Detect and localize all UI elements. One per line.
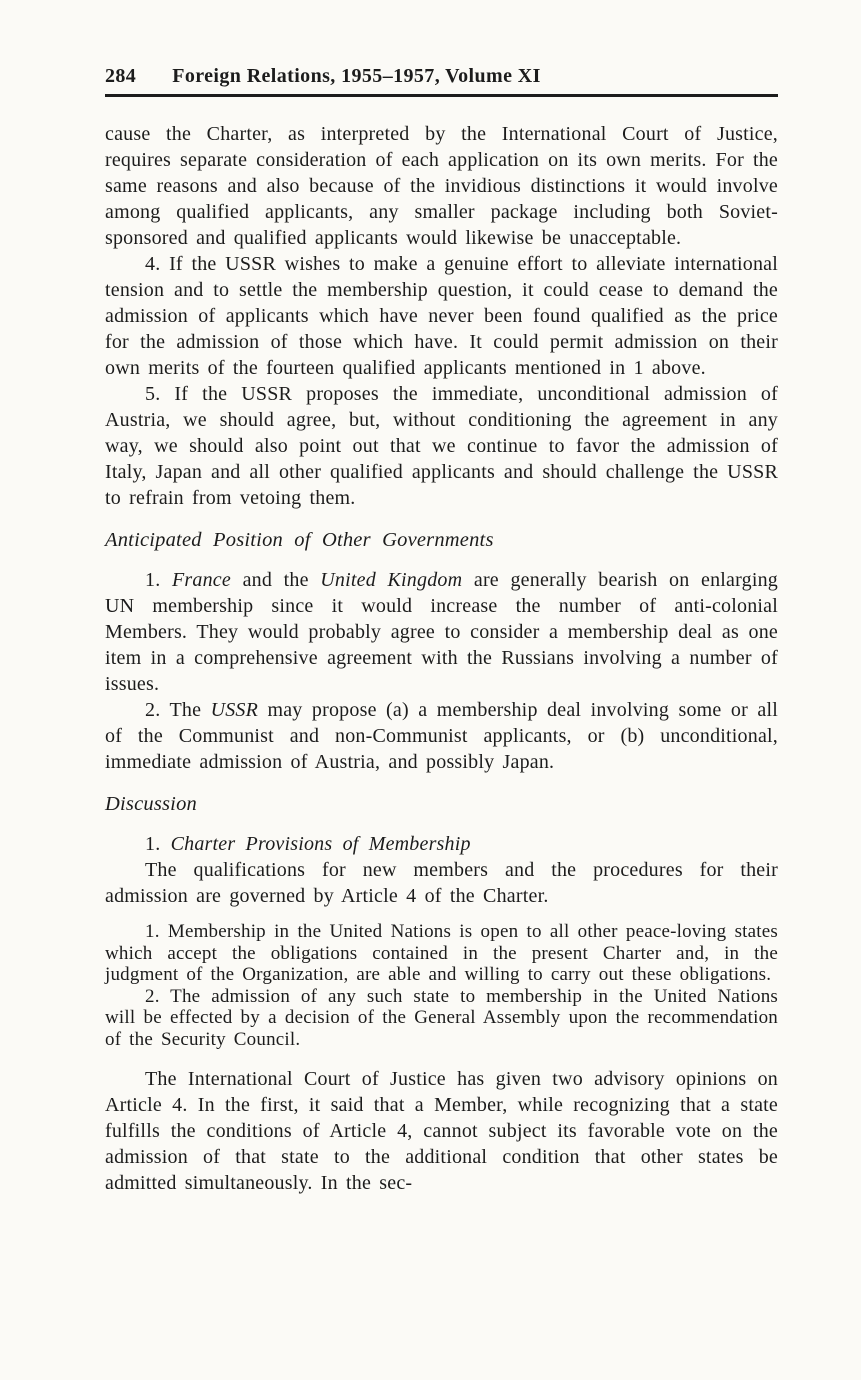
text-segment: may propose (a) a membership deal involving some or all of the Communist and non-Communist applicants, or (b) unconditional, immediate admission of Austria, and possibly Japan. xyxy=(105,699,778,773)
text-segment: cause the Charter, as interpreted by the International Court of Justice, requires separate consideration of each application on its own merits. For the same reasons and also because of the invidious distinctions it would involve among qualified applicants, any smaller package including both Soviet-sponsored and qualified applicants would likewise be unacceptable. xyxy=(105,123,778,249)
subsection-heading xyxy=(105,831,778,857)
italic-text-segment: Anticipated Position of Other Governments xyxy=(105,529,494,551)
paragraph xyxy=(105,697,778,775)
text-segment: 4. If the USSR wishes to make a genuine effort to alleviate international tension and to settle the membership question, it could cease to demand the admission of applicants which have never been found qualified as the price for the admission of those which have. It could permit admission on their own merits of the fourteen qualified applicants mentioned in 1 above. xyxy=(105,253,778,379)
text-segment: The qualifications for new members and the procedures for their admission are governed by Article 4 of the Charter. xyxy=(105,859,778,907)
italic-text-segment: France xyxy=(172,569,231,591)
section-heading xyxy=(105,527,778,553)
text-segment: 1. Membership in the United Nations is open to all other peace-loving states which accept the obligations contained in the present Charter and, in the judgment of the Organization, are able and willing to carry out these obligations. xyxy=(105,921,778,985)
text-segment: 1. xyxy=(145,833,171,855)
paragraph xyxy=(105,857,778,909)
italic-text-segment: Discussion xyxy=(105,793,197,815)
text-segment: are generally bearish on enlarging UN membership since it would increase the number of anti-colonial Members. They would probably agree to consider a membership deal as one item in a comprehensive agreement with the Russians involving a number of issues. xyxy=(105,569,778,695)
document-body xyxy=(105,121,778,1196)
running-header-title: Foreign Relations, 1955–1957, Volume XI xyxy=(172,65,541,87)
text-segment: 1. xyxy=(145,569,172,591)
italic-text-segment: Charter Provisions of Membership xyxy=(170,833,471,855)
page-number: 284 xyxy=(105,65,137,87)
paragraph xyxy=(105,567,778,697)
blockquote-paragraph xyxy=(105,921,778,986)
text-segment: 2. The admission of any such state to membership in the United Nations will be effected by a decision of the General Assembly upon the recommendation of the Security Council. xyxy=(105,985,778,1050)
running-header xyxy=(105,64,778,97)
paragraph xyxy=(105,1066,778,1196)
text-segment: The International Court of Justice has given two advisory opinions on Article 4. In the first, it said that a Member, while recognizing that a state fulfills the conditions of Article 4, cannot subject its favorable vote on the admission of that state to the additional condition that other states be admitted simultaneously. In the sec- xyxy=(105,1068,778,1194)
paragraph xyxy=(105,121,778,251)
text-segment: and the xyxy=(230,569,321,591)
italic-text-segment: United Kingdom xyxy=(320,569,463,591)
italic-text-segment: USSR xyxy=(210,699,259,721)
paragraph xyxy=(105,381,778,511)
blockquote-paragraph xyxy=(105,986,778,1051)
section-heading xyxy=(105,791,778,817)
text-segment: 5. If the USSR proposes the immediate, unconditional admission of Austria, we should agree, but, without conditioning the agreement in any way, we should also point out that we continue to favor the admission of Italy, Japan and all other qualified applicants and should challenge the USSR to refrain from vetoing them. xyxy=(105,383,778,509)
text-segment: 2. The xyxy=(145,699,211,721)
paragraph xyxy=(105,251,778,381)
text-block xyxy=(105,64,778,1196)
